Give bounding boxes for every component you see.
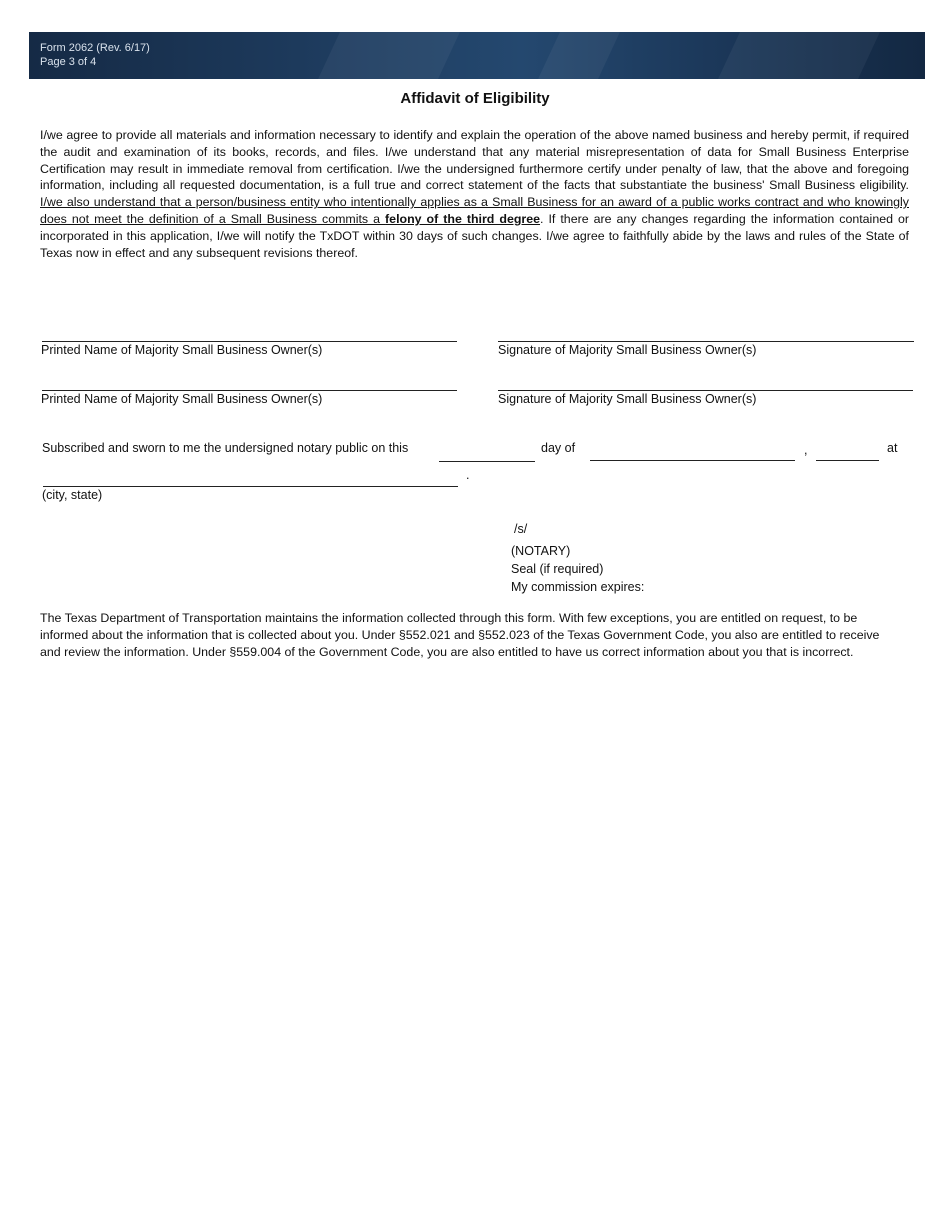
month-field[interactable]: [590, 460, 795, 461]
printed-name-label-1: Printed Name of Majority Small Business Owner(s): [41, 343, 323, 357]
banner-decoration: [718, 32, 880, 79]
printed-name-line-2[interactable]: [42, 390, 457, 391]
banner-decoration: [318, 32, 460, 79]
day-of-label: day of: [541, 441, 576, 455]
signature-label-2: Signature of Majority Small Business Owner(s): [498, 392, 757, 406]
year-field[interactable]: [816, 460, 879, 461]
commission-expires-label: My commission expires:: [511, 580, 645, 594]
sworn-statement: Subscribed and sworn to me the undersigned notary public on this: [42, 441, 409, 455]
form-number: Form 2062 (Rev. 6/17): [40, 42, 150, 54]
privacy-notice: The Texas Department of Transportation maintains the information collected through this form. With few exceptions, you are entitled on request, to be informed about the information that is collected about you. Under §552.021 and §552.023 of the Texas Government Code, you also are entitled to receive and review the information. Under §559.004 of the Government Code, you are also entitled to have us correct information about you that is incorrect.: [40, 611, 880, 659]
affidavit-text-2: . If there are any changes regarding the information contained or incorporated in this application, I/we will notify the TxDOT within 30 days of such changes. I/we agree to faithfully abide by the laws and rules of the State of Texas now in effect and any subsequent revisions thereof.: [40, 211, 910, 260]
comma-separator: ,: [804, 443, 808, 457]
notary-signature-mark: /s/: [514, 522, 528, 536]
affidavit-text-1: I/we agree to provide all materials and information necessary to identify and explain the operation of the above named business and hereby permit, if required the audit and examination of its books, records, and files. I/we understand that any material misrepresentation of data for Small Business Enterprise Certification may result in immediate removal from certification. I/we the undersigned furthermore certify under penalty of law, that the above and foregoing information, including all requested documentation, is a full true and correct statement of the facts that substantiate the business' Small Business eligibility.: [40, 128, 909, 193]
printed-name-label-2: Printed Name of Majority Small Business Owner(s): [41, 392, 323, 406]
form-header-banner: [29, 32, 925, 79]
notary-label: (NOTARY): [511, 544, 571, 558]
signature-line-2[interactable]: [498, 390, 913, 391]
page-title: Affidavit of Eligibility: [400, 90, 550, 107]
at-label: at: [887, 441, 898, 455]
signature-line-1[interactable]: [498, 341, 914, 342]
affidavit-underlined-part: I/we also understand that a person/business entity who intentionally applies as a Small Business for an award of a public works contract and who knowingly does not meet the definition of a Small Business commits a: [40, 195, 909, 226]
city-state-label: (city, state): [42, 488, 103, 502]
city-state-field[interactable]: [43, 486, 458, 487]
printed-name-line-1[interactable]: [42, 341, 457, 342]
felony-emphasis: felony of the third degree: [385, 211, 541, 226]
seal-label: Seal (if required): [511, 562, 604, 576]
affidavit-paragraph: [40, 127, 909, 261]
day-field[interactable]: [439, 461, 535, 462]
banner-decoration: [538, 32, 620, 79]
period-mark: .: [466, 468, 470, 482]
page-indicator: Page 3 of 4: [40, 56, 97, 68]
signature-label-1: Signature of Majority Small Business Owner(s): [498, 343, 757, 357]
